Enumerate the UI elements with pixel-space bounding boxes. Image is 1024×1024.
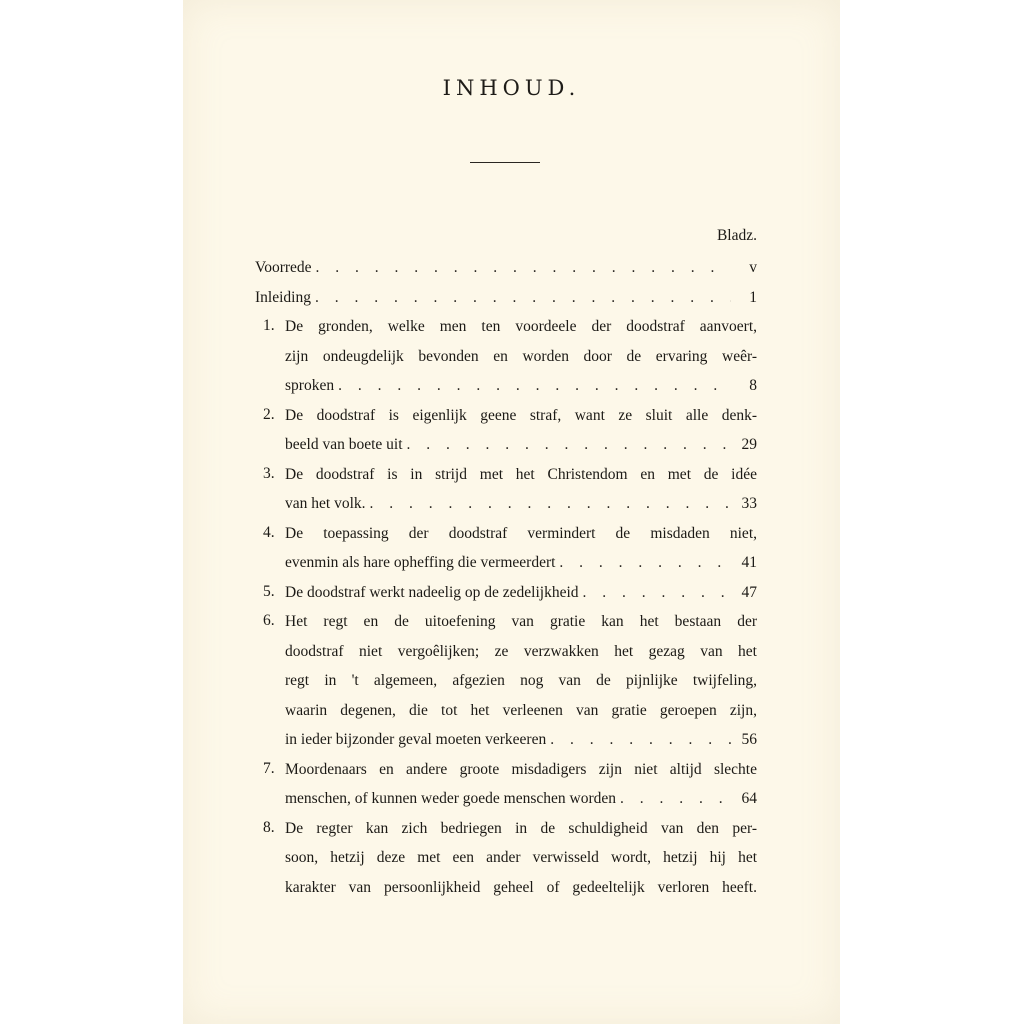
- entry-label: Voorrede: [255, 259, 312, 276]
- chapter-text-end: in ieder bijzonder geval moeten verkeeren: [285, 731, 547, 748]
- toc-entry-chapter-6: [255, 612, 757, 760]
- entry-label: Inleiding: [255, 288, 311, 306]
- chapter-page: 8: [749, 377, 757, 394]
- chapter-number: 2.: [263, 405, 275, 423]
- entry-page: v: [749, 259, 757, 276]
- chapter-number: 3.: [263, 464, 275, 482]
- dot-leader: [315, 288, 731, 308]
- chapter-text-end: beeld van boete uit: [285, 436, 403, 453]
- chapter-last-line: [285, 789, 757, 819]
- dot-leader: [559, 553, 731, 573]
- chapter-text-line: De doodstraf is eigenlijk geene straf, want ze sluit alle denk-: [285, 406, 757, 424]
- page-column-header: Bladz.: [716, 227, 757, 244]
- chapter-last-line: [285, 553, 757, 583]
- chapter-page: 64: [741, 790, 757, 807]
- dot-leader: [338, 376, 731, 396]
- title-rule: [470, 162, 540, 163]
- chapter-page: 33: [741, 495, 757, 512]
- dot-leader: [370, 494, 732, 514]
- chapter-text-line: De gronden, welke men ten voordeele der doodstraf aanvoert,: [285, 318, 757, 335]
- chapter-number: 1.: [263, 317, 275, 334]
- toc-entry-voorrede: [255, 258, 757, 288]
- chapter-number: 7.: [263, 759, 275, 777]
- toc-entry-chapter-1: [255, 317, 757, 406]
- chapter-page: 29: [741, 436, 757, 453]
- chapter-number: 5.: [263, 582, 275, 600]
- chapter-text-line: De toepassing der doodstraf vermindert de misdaden niet,: [285, 524, 757, 542]
- chapter-text-end: van het volk.: [285, 495, 366, 512]
- chapter-last-line: [285, 583, 757, 613]
- chapter-text-line: regt in 't algemeen, afgezien nog van de pijnlijke twijfeling,: [285, 672, 757, 689]
- dot-leader: [620, 789, 731, 809]
- chapter-text-line: doodstraf niet vergoêlijken; ze verzwakken het gezag van het: [285, 642, 757, 660]
- chapter-last-line: [285, 730, 757, 760]
- toc-entry-chapter-4: [255, 524, 757, 583]
- chapter-text-end: menschen, of kunnen weder goede menschen worden: [285, 790, 616, 807]
- toc-entry-chapter-8: [255, 819, 757, 908]
- chapter-text-line: Het regt en de uitoefening van gratie kan het bestaan der: [285, 613, 757, 630]
- entry-page: 1: [749, 288, 757, 306]
- chapter-last-line: [285, 435, 757, 465]
- toc-entry-chapter-3: [255, 465, 757, 524]
- chapter-text-line: karakter van persoonlijkheid geheel of gedeeltelijk verloren heeft.: [285, 878, 757, 896]
- page-title: INHOUD.: [442, 76, 581, 100]
- chapter-text-line: De regter kan zich bedriegen in de schuldigheid van den per-: [285, 819, 757, 837]
- table-of-contents: [255, 228, 757, 907]
- chapter-last-line: [285, 376, 757, 406]
- toc-entry-chapter-2: [255, 406, 757, 465]
- chapter-text-line: soon, hetzij deze met een ander verwisseld wordt, hetzij hij het: [285, 849, 757, 866]
- toc-entry-chapter-5: [255, 583, 757, 613]
- chapter-number: 4.: [263, 523, 275, 541]
- toc-entry-chapter-7: [255, 760, 757, 819]
- chapter-text-end: De doodstraf werkt nadeelig op de zedelijkheid: [285, 583, 579, 601]
- dot-leader: [407, 435, 732, 455]
- chapter-text-line: zijn ondeugdelijk bevonden en worden door de ervaring weêr-: [285, 347, 757, 365]
- chapter-last-line: [285, 494, 757, 524]
- dot-leader: [583, 583, 731, 603]
- chapter-page: 47: [741, 583, 757, 601]
- chapter-text-end: sproken: [285, 377, 335, 394]
- dot-leader: [316, 258, 731, 278]
- chapter-text-line: De doodstraf is in strijd met het Christendom en met de idée: [285, 465, 757, 483]
- book-page: [183, 0, 840, 1024]
- chapter-number: 6.: [263, 612, 275, 629]
- chapter-page: 41: [741, 554, 757, 571]
- chapter-text-line: Moordenaars en andere groote misdadigers zijn niet altijd slechte: [285, 760, 757, 778]
- chapter-text-line: waarin degenen, die tot het verleenen van gratie geroepen zijn,: [285, 701, 757, 719]
- chapter-page: 56: [741, 731, 757, 748]
- chapter-text-end: evenmin als hare opheffing die vermeerdert: [285, 554, 556, 571]
- dot-leader: [550, 730, 731, 750]
- chapter-list: [255, 317, 757, 907]
- toc-entry-inleiding: [255, 288, 757, 318]
- chapter-number: 8.: [263, 818, 275, 836]
